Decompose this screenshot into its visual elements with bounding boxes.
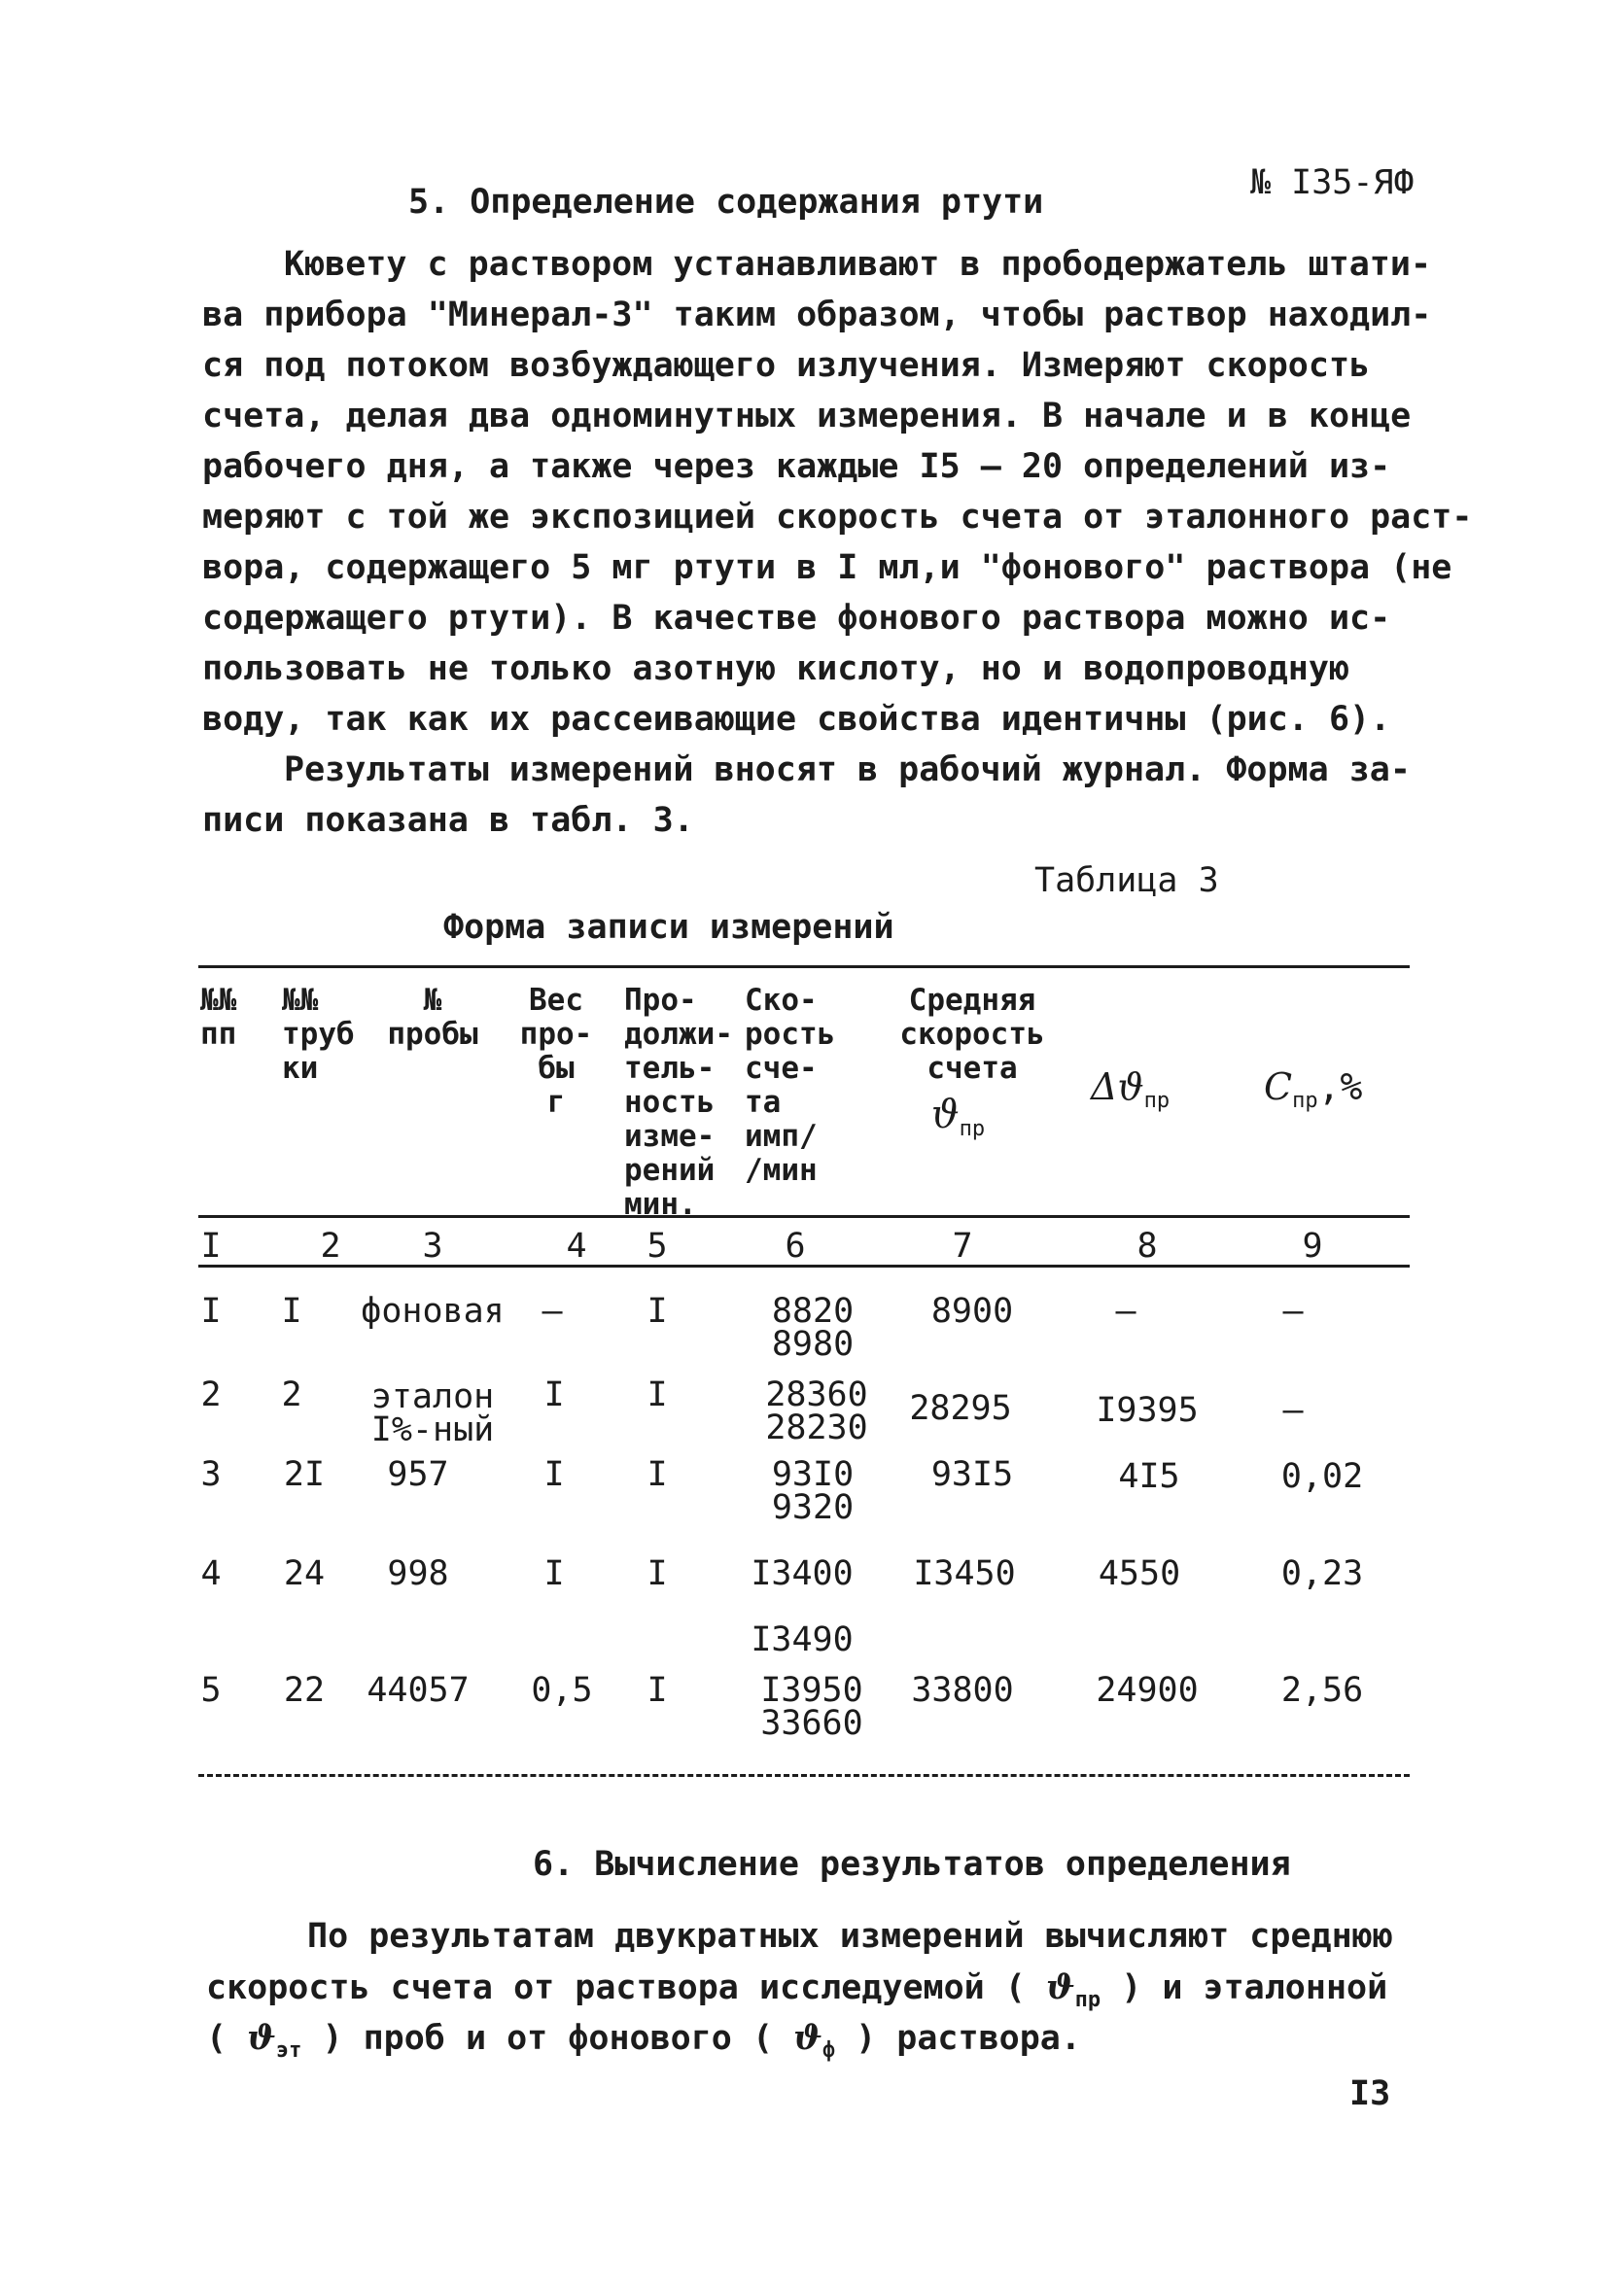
column-number: I [200,1227,222,1266]
table-cell: 2I [283,1455,326,1494]
para1-line: рабочего дня, а также через каждые I5 – 20 определений из- [202,447,1391,486]
table-cell: 2 [200,1375,222,1414]
para1-line: пользовать не только азотную кислоту, но и водопроводную [202,649,1350,688]
column-number: 2 [320,1227,341,1266]
table-cell: 93I5 [930,1455,1014,1494]
table-cell: I3400 I3490 [751,1554,854,1659]
table-cell: 998 [387,1554,449,1593]
table-cell: 0,23 [1280,1554,1364,1593]
para1-line: ва прибора "Минерал-3" таким образом, чтобы раствор находил- [202,296,1432,334]
table-cell: 2,56 [1280,1671,1364,1710]
document-number: № I35-ЯФ [1250,163,1415,202]
para1-line: меряют с той же экспозицией скорость счета от эталонного раст- [202,498,1473,537]
table-cell: I [543,1554,565,1593]
table-cell: 24900 [1096,1671,1199,1710]
table-cell: фоновая [361,1292,505,1331]
table-cell: 4 [200,1554,222,1593]
para1-line: счета, делая два одноминутных измерения. В начале и в конце [202,397,1412,435]
column-number: 4 [566,1227,587,1266]
table-cell: 44057 [367,1671,470,1710]
table-bottom-dashed-rule [198,1774,1410,1777]
table-cell: I9395 [1096,1391,1199,1430]
para1-line: содержащего ртути). В качестве фонового раствора можно ис- [202,599,1391,638]
table-cell: 5 [200,1671,222,1710]
header-col7-symbol: $ϑ_{пр}$ [931,1093,986,1141]
column-number: 3 [422,1227,443,1266]
table-cell: 4I5 [1118,1457,1180,1496]
column-number: 7 [952,1227,973,1266]
header-col2: №№ труб ки [282,983,355,1086]
table-cell: I [647,1375,668,1414]
table-cell: 24 [283,1554,326,1593]
table-cell: 8820 8980 [771,1292,855,1364]
header-col5: Про- должи- тель- ность изме- рений мин. [624,983,733,1222]
table-title: Форма записи измерений [443,908,894,947]
table-cell: I3950 33660 [760,1671,863,1743]
table-cell: 4550 [1098,1554,1181,1593]
table-cell: 33800 [911,1671,1014,1710]
table-cell: 28295 [909,1389,1012,1428]
section-5-title: 5. Определение содержания ртути [408,183,1044,222]
column-number: 6 [785,1227,806,1266]
para1-line: ся под потоком возбуждающего излучения. Измеряют скорость [202,346,1371,385]
table-cell: – [1115,1292,1136,1331]
table-cell: 22 [283,1671,326,1710]
table-top-rule [198,965,1410,968]
table-cell: I [543,1375,565,1414]
column-number: 8 [1136,1227,1158,1266]
para1-line: Кювету с раствором устанавливают в прободержатель штати- [284,245,1432,284]
section-6-title: 6. Вычисление результатов определения [533,1845,1291,1884]
table-cell: 93I0 9320 [771,1455,855,1527]
column-number: 9 [1302,1227,1323,1266]
para2-line: писи показана в табл. 3. [202,801,694,840]
table-cell: – [1282,1292,1304,1331]
para1-line: воду, так как их рассеивающие свойства идентичны (рис. 6). [202,700,1391,739]
table-cell: эталон I%-ный [370,1377,495,1449]
table-cell: 8900 [930,1292,1014,1331]
table-cell: 0,5 [531,1671,593,1710]
header-col3: № пробы [387,983,478,1052]
table-cell: I [647,1292,668,1331]
header-col4: Вес про- бы г [519,983,593,1120]
table-cell: 3 [200,1455,222,1494]
header-col8: $\Delta ϑ_{пр}$ [1091,1065,1171,1113]
table-cell: – [542,1292,563,1331]
table-cell: I [543,1455,565,1494]
table-cell: I3450 [913,1554,1016,1593]
table-number: Таблица 3 [1034,861,1219,900]
header-col7: Средняя скорость счета [899,983,1045,1086]
header-col6: Ско- рость сче- та имп/ /мин [745,983,836,1188]
table-cell: 957 [387,1455,449,1494]
section6-line: По результатам двукратных измерений вычисляют среднюю [307,1917,1393,1956]
section6-line: скорость счета от раствора исследуемой ( $ϑ_{пр}$ ) и эталонной [206,1967,1388,2012]
table-cell: I [647,1455,668,1494]
table-cell: 2 [281,1375,302,1414]
table-cell: I [647,1554,668,1593]
header-col1: №№ пп [200,983,237,1052]
table-cell: I [281,1292,302,1331]
para1-line: вора, содержащего 5 мг ртути в I мл,и "фонового" раствора (не [202,548,1452,587]
para2-line: Результаты измерений вносят в рабочий журнал. Форма за- [284,750,1411,789]
header-col9: $C_{пр},\%$ [1264,1065,1363,1113]
table-cell: 28360 28230 [765,1375,868,1447]
column-number: 5 [647,1227,668,1266]
page-number: I3 [1349,2074,1391,2113]
table-cell: – [1282,1391,1304,1430]
table-cell: 0,02 [1280,1457,1364,1496]
table-cell: I [200,1292,222,1331]
table-header-rule [198,1215,1410,1218]
section6-line: ( $ϑ_{эт}$ ) проб и от фонового ( $ϑ_ф$ ) раствора. [206,2018,1081,2063]
table-cell: I [647,1671,668,1710]
